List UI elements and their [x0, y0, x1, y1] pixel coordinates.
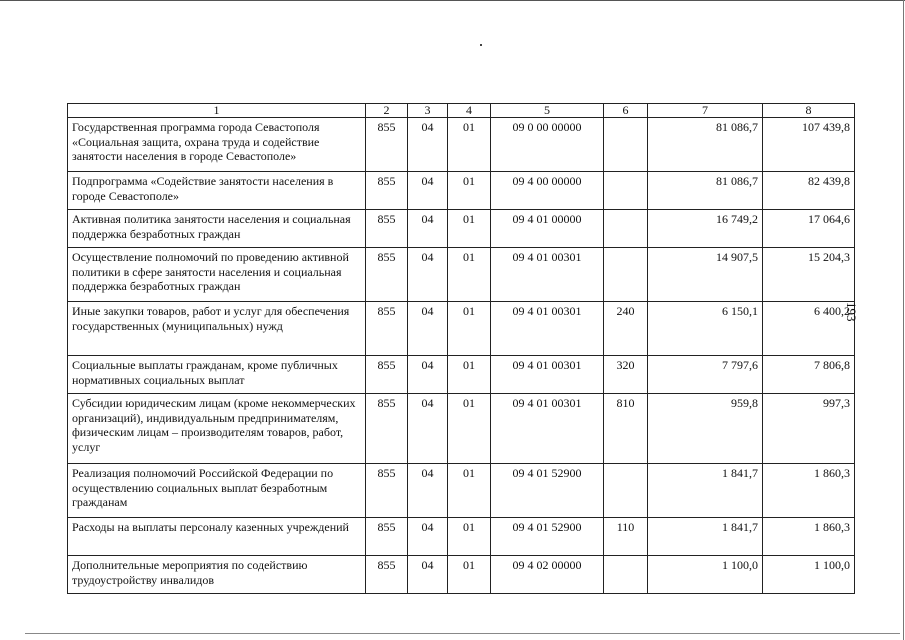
target-article-code: 09 4 01 52900 [491, 518, 604, 556]
header-cell: 8 [763, 104, 855, 118]
amount-year-1: 81 086,7 [648, 172, 763, 210]
target-article-code: 09 4 01 00301 [491, 248, 604, 302]
row-name: Подпрограмма «Содействие занятости населения в городе Севастополе» [68, 172, 366, 210]
subsection-code: 01 [448, 302, 491, 356]
section-code: 04 [408, 248, 448, 302]
expense-type-code: 240 [604, 302, 648, 356]
header-cell: 6 [604, 104, 648, 118]
subsection-code: 01 [448, 464, 491, 518]
target-article-code: 09 4 01 00301 [491, 356, 604, 394]
ministry-code: 855 [366, 356, 408, 394]
amount-year-2: 1 100,0 [763, 556, 855, 594]
table-row [68, 302, 855, 356]
row-name: Осуществление полномочий по проведению активной политики в сфере занятости населения и социальная поддержка безработных граждан [68, 248, 366, 302]
section-code: 04 [408, 556, 448, 594]
expense-type-code: 320 [604, 356, 648, 394]
ministry-code: 855 [366, 394, 408, 464]
target-article-code: 09 4 01 00301 [491, 302, 604, 356]
subsection-code: 01 [448, 248, 491, 302]
ministry-code: 855 [366, 556, 408, 594]
scan-speck [480, 44, 482, 46]
table-row [68, 518, 855, 556]
subsection-code: 01 [448, 394, 491, 464]
amount-year-2: 17 064,6 [763, 210, 855, 248]
expense-type-code: 110 [604, 518, 648, 556]
amount-year-2: 107 439,8 [763, 118, 855, 172]
section-code: 04 [408, 302, 448, 356]
target-article-code: 09 0 00 00000 [491, 118, 604, 172]
page-number: 193 [844, 302, 859, 322]
table-row [68, 356, 855, 394]
table-row [68, 118, 855, 172]
row-name: Дополнительные мероприятия по содействию трудоустройству инвалидов [68, 556, 366, 594]
table-row [68, 394, 855, 464]
amount-year-1: 1 100,0 [648, 556, 763, 594]
row-name: Иные закупки товаров, работ и услуг для обеспечения государственных (муниципальных) нужд [68, 302, 366, 356]
ministry-code: 855 [366, 248, 408, 302]
section-code: 04 [408, 464, 448, 518]
ministry-code: 855 [366, 172, 408, 210]
target-article-code: 09 4 01 52900 [491, 464, 604, 518]
amount-year-1: 7 797,6 [648, 356, 763, 394]
subsection-code: 01 [448, 518, 491, 556]
target-article-code: 09 4 02 00000 [491, 556, 604, 594]
expense-type-code [604, 556, 648, 594]
ministry-code: 855 [366, 302, 408, 356]
section-code: 04 [408, 356, 448, 394]
amount-year-1: 6 150,1 [648, 302, 763, 356]
section-code: 04 [408, 172, 448, 210]
expense-type-code [604, 464, 648, 518]
subsection-code: 01 [448, 118, 491, 172]
subsection-code: 01 [448, 210, 491, 248]
section-code: 04 [408, 210, 448, 248]
section-code: 04 [408, 394, 448, 464]
section-code: 04 [408, 118, 448, 172]
amount-year-2: 6 400,2 [763, 302, 855, 356]
row-name: Государственная программа города Севастополя «Социальная защита, охрана труда и содействие занятости населения в городе Севастополе» [68, 118, 366, 172]
header-cell: 3 [408, 104, 448, 118]
row-name: Активная политика занятости населения и социальная поддержка безработных граждан [68, 210, 366, 248]
expense-type-code [604, 210, 648, 248]
target-article-code: 09 4 01 00301 [491, 394, 604, 464]
header-cell: 4 [448, 104, 491, 118]
subsection-code: 01 [448, 356, 491, 394]
header-row [68, 104, 855, 118]
table-row [68, 556, 855, 594]
amount-year-1: 16 749,2 [648, 210, 763, 248]
table-header [68, 104, 855, 118]
row-name: Расходы на выплаты персоналу казенных учреждений [68, 518, 366, 556]
table-body [68, 118, 855, 594]
subsection-code: 01 [448, 556, 491, 594]
header-cell: 5 [491, 104, 604, 118]
amount-year-2: 15 204,3 [763, 248, 855, 302]
section-code: 04 [408, 518, 448, 556]
table-row [68, 172, 855, 210]
header-cell: 7 [648, 104, 763, 118]
amount-year-1: 1 841,7 [648, 518, 763, 556]
ministry-code: 855 [366, 518, 408, 556]
row-name: Реализация полномочий Российской Федерации по осуществлению социальных выплат безработным гражданам [68, 464, 366, 518]
expense-type-code [604, 248, 648, 302]
amount-year-2: 1 860,3 [763, 518, 855, 556]
expense-type-code: 810 [604, 394, 648, 464]
ministry-code: 855 [366, 464, 408, 518]
expense-type-code [604, 118, 648, 172]
subsection-code: 01 [448, 172, 491, 210]
target-article-code: 09 4 01 00000 [491, 210, 604, 248]
header-cell: 1 [68, 104, 366, 118]
expense-type-code [604, 172, 648, 210]
page-right-edge [903, 0, 904, 640]
amount-year-2: 1 860,3 [763, 464, 855, 518]
ministry-code: 855 [366, 118, 408, 172]
amount-year-1: 81 086,7 [648, 118, 763, 172]
page-top-edge [0, 0, 905, 1]
amount-year-2: 997,3 [763, 394, 855, 464]
amount-year-1: 1 841,7 [648, 464, 763, 518]
ministry-code: 855 [366, 210, 408, 248]
amount-year-1: 14 907,5 [648, 248, 763, 302]
row-name: Социальные выплаты гражданам, кроме публичных нормативных социальных выплат [68, 356, 366, 394]
amount-year-1: 959,8 [648, 394, 763, 464]
amount-year-2: 7 806,8 [763, 356, 855, 394]
amount-year-2: 82 439,8 [763, 172, 855, 210]
target-article-code: 09 4 00 00000 [491, 172, 604, 210]
header-cell: 2 [366, 104, 408, 118]
table-row [68, 248, 855, 302]
table-row [68, 210, 855, 248]
row-name: Субсидии юридическим лицам (кроме некоммерческих организаций), индивидуальным предпринимателям, физическим лицам – производителям товаров, работ, услуг [68, 394, 366, 464]
budget-table [67, 103, 855, 594]
page-bottom-edge [25, 633, 900, 634]
table-row [68, 464, 855, 518]
